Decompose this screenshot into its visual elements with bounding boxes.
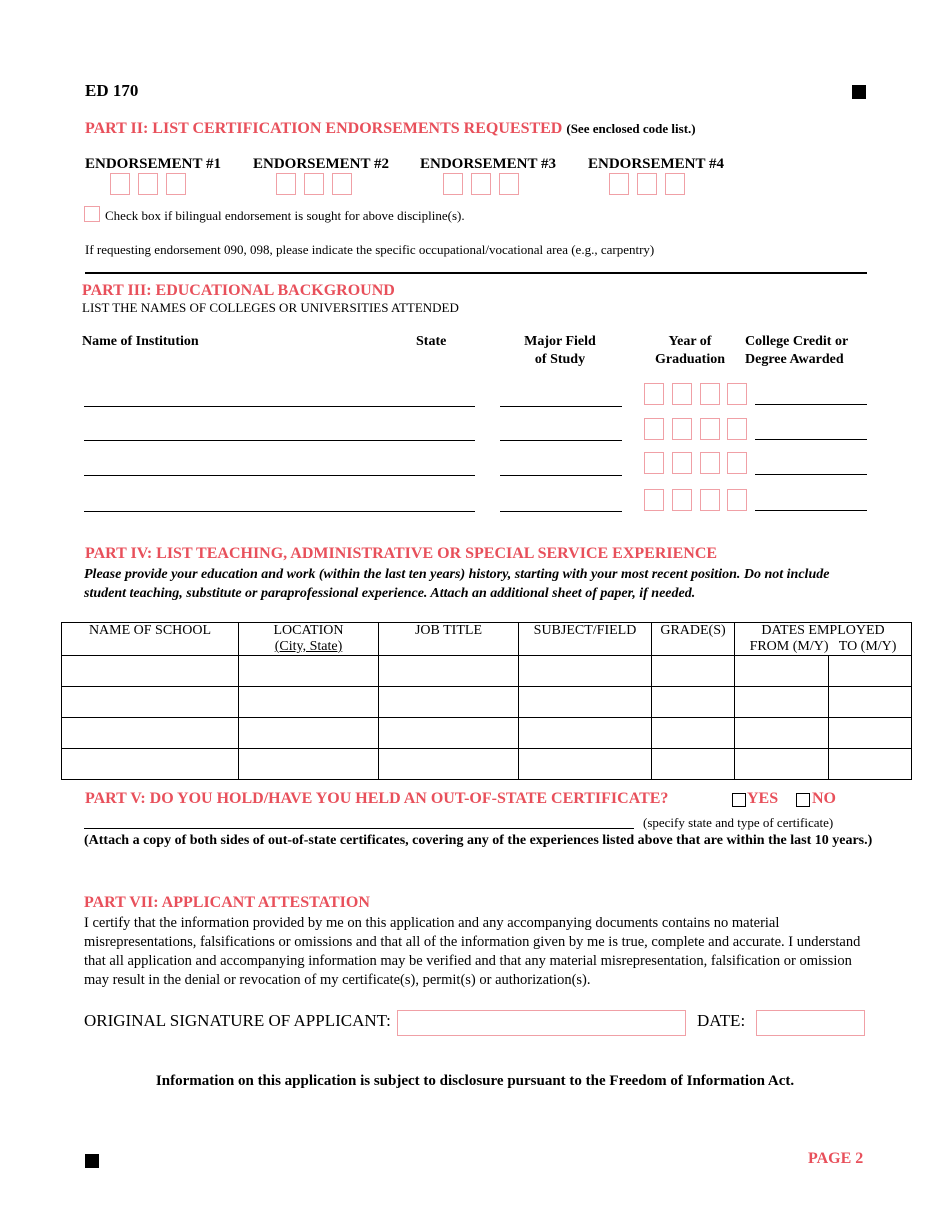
- table-row: [62, 718, 912, 749]
- cell-grades[interactable]: [652, 718, 735, 749]
- col-credit: [745, 333, 865, 369]
- edu-row-2-credit[interactable]: [755, 439, 867, 440]
- endorsement-3-digit-1[interactable]: [443, 173, 463, 195]
- edu-row-2-year-digit-3[interactable]: [700, 418, 720, 440]
- col-year-line-2: Graduation: [654, 352, 725, 367]
- no-checkbox[interactable]: [796, 793, 810, 807]
- col-state: State: [416, 334, 447, 349]
- date-field[interactable]: [756, 1010, 865, 1036]
- table-row: [62, 749, 912, 780]
- cell-to[interactable]: [829, 749, 912, 780]
- cell-to[interactable]: [829, 687, 912, 718]
- edu-row-4-year-digit-1[interactable]: [644, 489, 664, 511]
- edu-row-4-year-digit-2[interactable]: [672, 489, 692, 511]
- col-location: LOCATION (City, State): [239, 623, 379, 656]
- cell-subject[interactable]: [519, 749, 652, 780]
- edu-row-3-year-digit-4[interactable]: [727, 452, 747, 474]
- endorsement-1-digit-2[interactable]: [138, 173, 158, 195]
- page-number: PAGE 2: [808, 1150, 864, 1167]
- cell-subject[interactable]: [519, 718, 652, 749]
- endorsement-3-digit-2[interactable]: [471, 173, 491, 195]
- yes-label: YES: [747, 790, 779, 807]
- cell-location[interactable]: [239, 749, 379, 780]
- edu-row-4-institution-state[interactable]: [84, 511, 475, 512]
- endorsement-1-digit-1[interactable]: [110, 173, 130, 195]
- edu-row-4-major[interactable]: [500, 511, 622, 512]
- cell-subject[interactable]: [519, 687, 652, 718]
- edu-row-3-year-digit-1[interactable]: [644, 452, 664, 474]
- cell-job-title[interactable]: [379, 656, 519, 687]
- registration-mark-top-right: [852, 85, 866, 99]
- edu-row-1-major[interactable]: [500, 406, 622, 407]
- edu-row-1-credit[interactable]: [755, 404, 867, 405]
- edu-row-3-major[interactable]: [500, 475, 622, 476]
- endorsement-4-digit-1[interactable]: [609, 173, 629, 195]
- cell-location[interactable]: [239, 656, 379, 687]
- col-major: [510, 333, 610, 369]
- edu-row-1-year-digit-2[interactable]: [672, 383, 692, 405]
- part5-title: PART V: DO YOU HOLD/HAVE YOU HELD AN OUT-OF-STATE CERTIFICATE?: [85, 790, 669, 807]
- out-of-state-certificate-line[interactable]: [84, 828, 634, 829]
- col-dates-sub: FROM (M/Y) TO (M/Y): [749, 639, 897, 654]
- cell-grades[interactable]: [652, 687, 735, 718]
- edu-row-2-major[interactable]: [500, 440, 622, 441]
- edu-row-2-institution-state[interactable]: [84, 440, 475, 441]
- part3-title: PART III: EDUCATIONAL BACKGROUND: [82, 282, 395, 299]
- cell-school[interactable]: [62, 718, 239, 749]
- cell-to[interactable]: [829, 656, 912, 687]
- edu-row-4-year-digit-3[interactable]: [700, 489, 720, 511]
- endorsement-4-digit-2[interactable]: [637, 173, 657, 195]
- endorsement-2-digit-3[interactable]: [332, 173, 352, 195]
- cell-grades[interactable]: [652, 656, 735, 687]
- cell-job-title[interactable]: [379, 749, 519, 780]
- form-id: ED 170: [85, 81, 139, 100]
- table-row: [62, 687, 912, 718]
- endorsement-3-digit-3[interactable]: [499, 173, 519, 195]
- no-label: NO: [812, 790, 836, 807]
- edu-row-4-year-digit-4[interactable]: [727, 489, 747, 511]
- endorsement-4-label: ENDORSEMENT #4: [588, 156, 724, 172]
- edu-row-1-year-digit-4[interactable]: [727, 383, 747, 405]
- cell-from[interactable]: [735, 687, 829, 718]
- part4-title: PART IV: LIST TEACHING, ADMINISTRATIVE OR SPECIAL SERVICE EXPERIENCE: [85, 545, 718, 562]
- edu-row-1-year-digit-1[interactable]: [644, 383, 664, 405]
- part3-subtitle: LIST THE NAMES OF COLLEGES OR UNIVERSITIES ATTENDED: [82, 300, 459, 315]
- edu-row-3-credit[interactable]: [755, 474, 867, 475]
- table-row: [62, 656, 912, 687]
- signature-field[interactable]: [397, 1010, 686, 1036]
- attach-note: (Attach a copy of both sides of out-of-state certificates, covering any of the experiences listed above that are within the last 10 years.): [84, 833, 873, 848]
- edu-row-4-credit[interactable]: [755, 510, 867, 511]
- part7-title: PART VII: APPLICANT ATTESTATION: [84, 894, 370, 911]
- edu-row-2-year-digit-4[interactable]: [727, 418, 747, 440]
- cell-from[interactable]: [735, 749, 829, 780]
- endorsement-4-digit-3[interactable]: [665, 173, 685, 195]
- endorsement-2-digit-2[interactable]: [304, 173, 324, 195]
- col-year-line-1: Year of: [668, 334, 712, 349]
- bilingual-checkbox[interactable]: [84, 206, 100, 222]
- col-dates: DATES EMPLOYED FROM (M/Y) TO (M/Y): [735, 623, 912, 656]
- col-year: [640, 333, 740, 369]
- col-credit-line-2: Degree Awarded: [745, 352, 844, 367]
- specify-label: (specify state and type of certificate): [643, 815, 834, 830]
- cell-from[interactable]: [735, 656, 829, 687]
- col-institution: Name of Institution: [82, 334, 199, 349]
- edu-row-1-year-digit-3[interactable]: [700, 383, 720, 405]
- edu-row-3-year-digit-2[interactable]: [672, 452, 692, 474]
- col-location-sub: (City, State): [274, 639, 343, 654]
- vocational-area-line[interactable]: [85, 272, 867, 274]
- yes-checkbox[interactable]: [732, 793, 746, 807]
- experience-table: [61, 622, 912, 780]
- edu-row-2-year-digit-1[interactable]: [644, 418, 664, 440]
- vocational-note: If requesting endorsement 090, 098, please indicate the specific occupational/vocational area (e.g., carpentry): [85, 242, 655, 257]
- cell-school[interactable]: [62, 749, 239, 780]
- endorsement-2-label: ENDORSEMENT #2: [253, 156, 389, 172]
- part2-title: PART II: LIST CERTIFICATION ENDORSEMENTS REQUESTED: [85, 120, 563, 137]
- col-job-title: JOB TITLE: [379, 623, 519, 656]
- cell-school[interactable]: [62, 656, 239, 687]
- attestation-text: I certify that the information provided by me on this application and any accompanying documents contains no material misrepresentations, falsifications or omissions and that all of the information given by me is true, complete and accurate. I understand that all application and accompanying information may be verified and that any material misrepresentation, falsification or omission may result in the denial or revocation of my certificate(s), permit(s) or authorization(s).: [84, 915, 861, 988]
- col-subject: SUBJECT/FIELD: [519, 623, 652, 656]
- signature-label: ORIGINAL SIGNATURE OF APPLICANT:: [84, 1011, 391, 1030]
- edu-row-3-institution-state[interactable]: [84, 475, 475, 476]
- endorsement-1-digit-3[interactable]: [166, 173, 186, 195]
- col-major-line-1: Major Field: [524, 334, 596, 349]
- col-major-line-2: of Study: [534, 352, 586, 367]
- cell-subject[interactable]: [519, 656, 652, 687]
- part2-note: (See enclosed code list.): [566, 121, 696, 136]
- part2-heading: [85, 120, 696, 138]
- cell-location[interactable]: [239, 687, 379, 718]
- bilingual-label: Check box if bilingual endorsement is sought for above discipline(s).: [105, 208, 465, 223]
- cell-job-title[interactable]: [379, 687, 519, 718]
- cell-school[interactable]: [62, 687, 239, 718]
- cell-location[interactable]: [239, 718, 379, 749]
- endorsement-2-digit-1[interactable]: [276, 173, 296, 195]
- col-grades: GRADE(S): [652, 623, 735, 656]
- date-label: DATE:: [697, 1011, 746, 1030]
- part4-instructions: Please provide your education and work (within the last ten years) history, starting with your most recent position. Do not include student teaching, substitute or paraprofessional experience. Attach an additional sheet of paper, if needed.: [84, 567, 830, 601]
- edu-row-2-year-digit-2[interactable]: [672, 418, 692, 440]
- col-school: NAME OF SCHOOL: [62, 623, 239, 656]
- endorsement-3-label: ENDORSEMENT #3: [420, 156, 556, 172]
- cell-from[interactable]: [735, 718, 829, 749]
- edu-row-3-year-digit-3[interactable]: [700, 452, 720, 474]
- endorsement-1-label: ENDORSEMENT #1: [85, 156, 221, 172]
- experience-header-row: [62, 623, 912, 656]
- edu-row-1-institution-state[interactable]: [84, 406, 475, 407]
- col-credit-line-1: College Credit or: [745, 334, 849, 349]
- cell-job-title[interactable]: [379, 718, 519, 749]
- disclosure-notice: Information on this application is subject to disclosure pursuant to the Freedom of Information Act.: [155, 1073, 795, 1089]
- cell-grades[interactable]: [652, 749, 735, 780]
- registration-mark-bottom-left: [85, 1154, 99, 1168]
- cell-to[interactable]: [829, 718, 912, 749]
